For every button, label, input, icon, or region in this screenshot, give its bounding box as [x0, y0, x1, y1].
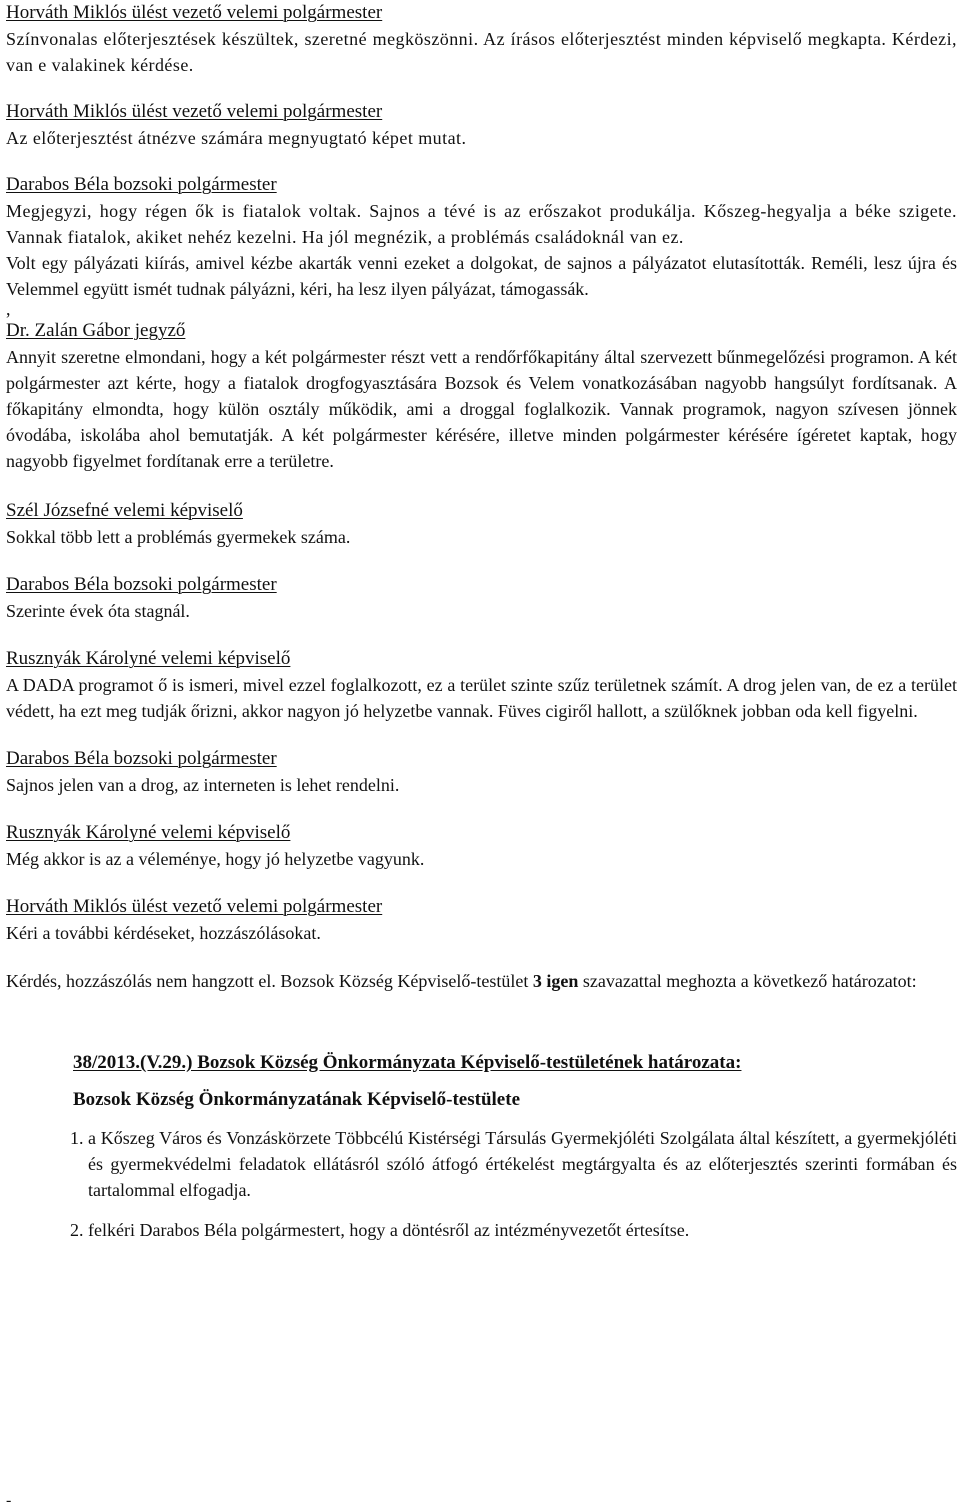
speaker-name: Rusznyák Károlyné velemi képviselő — [6, 822, 291, 843]
section-rusznyak-1 — [6, 646, 957, 724]
speech-text: A DADA programot ő is ismeri, mivel ezzel foglalkozott, ez a terület szinte szűz területnek számít. A drog jelen van, de ez a terület védett, ha ezt meg tudják őrizni, akkor nagyon jó helyzetbe vannak. Füves cigiről hallott, a szülőknek jobban oda kell figyelni. — [6, 675, 957, 721]
section-szel — [6, 498, 957, 550]
footer-mark: - — [6, 1492, 12, 1509]
speech-text: Annyit szeretne elmondani, hogy a két polgármester részt vett a rendőrfőkapitány által szervezett bűnmegelőzési programon. A két polgármester azt kérte, hogy a fiatalok drogfogyasztására Bozsok és Velem vonatkozásában nagyobb hangsúlyt fordítsanak. A főkapitány elmondta, hogy külön osztály működik, ami a droggal foglalkozik. Vannak programok, nagyon szívesen jönnek óvodába, iskolába ahol bemutatják. A két polgármester kérésére, illetve minden polgármester kérésére ígéretet kaptak, hogy nagyobb figyelmet fordítanak erre a területre. — [6, 347, 957, 471]
resolution-body-title: Bozsok Község Önkormányzatának Képviselő-testülete — [73, 1089, 521, 1110]
speech-text: Színvonalas előterjesztések készültek, szeretné megköszönni. Az írásos előterjesztést minden képviselő megkapta. Kérdezi, van e valakinek kérdése. — [6, 29, 957, 75]
section-rusznyak-2 — [6, 820, 957, 872]
section-darabos-1 — [6, 172, 957, 319]
resolution-block — [6, 1050, 957, 1113]
section-darabos-3 — [6, 746, 957, 798]
vote-count: 3 igen — [532, 971, 579, 991]
speech-text: Megjegyzi, hogy régen ők is fiatalok voltak. Sajnos a tévé is az erőszakot produkálja. Kőszeg-hegyalja a béke szigete. Vannak fiatalok, akiket nehéz kezelni. Ha jól megnézik, a problémás családoknál van ez. — [6, 201, 957, 247]
speech-text: Sokkal több lett a problémás gyermekek száma. — [6, 527, 351, 547]
speaker-name: Horváth Miklós ülést vezető velemi polgármester — [6, 2, 383, 23]
speaker-name: Horváth Miklós ülést vezető velemi polgármester — [6, 101, 383, 122]
section-horvath-2 — [6, 99, 957, 151]
speech-text: Az előterjesztést átnézve számára megnyugtató képet mutat. — [6, 128, 467, 148]
section-darabos-2 — [6, 572, 957, 624]
speaker-name: Darabos Béla bozsoki polgármester — [6, 748, 277, 769]
section-horvath-3 — [6, 894, 957, 946]
section-zalan — [6, 318, 957, 474]
document-page — [6, 0, 957, 1257]
resolution-item: 1. a Kőszeg Város és Vonzáskörzete Többcélú Kistérségi Társulás Gyermekjóléti Szolgálata által készített, a gyermekjóléti és gyermekvédelmi feladatok ellátásról szóló átfogó értékelést megtárgyalta és az előterjesztés szerinti formában és tartalommal elfogadja. — [88, 1125, 957, 1203]
vote-paragraph — [6, 968, 957, 994]
speaker-name: Darabos Béla bozsoki polgármester — [6, 174, 277, 195]
vote-text-before: Kérdés, hozzászólás nem hangzott el. Bozsok Község Képviselő-testület — [6, 971, 533, 991]
speaker-name: Darabos Béla bozsoki polgármester — [6, 574, 277, 595]
speaker-name: Szél Józsefné velemi képviselő — [6, 500, 243, 521]
speech-text-continued: Volt egy pályázati kiírás, amivel kézbe akarták venni ezeket a dolgokat, de sajnos a pályázatot elutasították. Reméli, lesz újra és Velemmel együtt ismét tudnak pályázni, kéri, ha lesz ilyen pályázat, támogassák. — [6, 253, 957, 299]
speech-text: Szerinte évek óta stagnál. — [6, 601, 190, 621]
vote-text-after: szavazattal meghozta a következő határozatot: — [578, 971, 917, 991]
speech-text: Kéri a további kérdéseket, hozzászólásokat. — [6, 923, 321, 943]
speaker-name: Dr. Zalán Gábor jegyző — [6, 320, 186, 341]
resolution-item: 2. felkéri Darabos Béla polgármestert, hogy a döntésről az intézményvezetőt értesítse. — [88, 1217, 957, 1243]
section-horvath-1 — [6, 0, 957, 78]
resolution-title: 38/2013.(V.29.) Bozsok Község Önkormányzata Képviselő-testületének határozata: — [73, 1052, 742, 1073]
speech-text: Sajnos jelen van a drog, az interneten is lehet rendelni. — [6, 775, 400, 795]
speaker-name: Rusznyák Károlyné velemi képviselő — [6, 648, 291, 669]
speech-text: Még akkor is az a véleménye, hogy jó helyzetbe vagyunk. — [6, 849, 425, 869]
stray-comma: , — [6, 299, 11, 319]
resolution-list — [6, 1125, 957, 1243]
speaker-name: Horváth Miklós ülést vezető velemi polgármester — [6, 896, 383, 917]
